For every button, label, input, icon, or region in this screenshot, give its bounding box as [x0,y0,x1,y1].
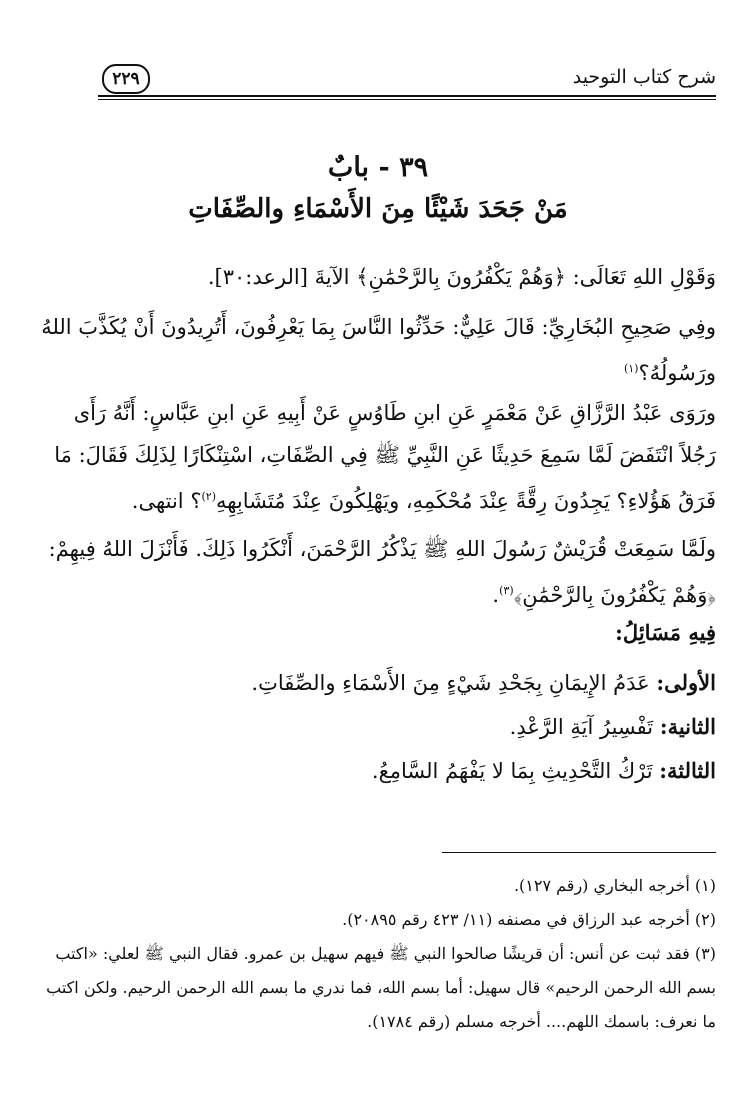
issue-item [40,714,716,739]
paragraph-bukhari [40,306,716,394]
header-rule [98,95,716,97]
paragraph-abdulrazzaq [40,392,716,522]
issue-text: عَدَمُ الإِيمَانِ بِجَحْدِ شَيْءٍ مِنَ الأَسْمَاءِ والصِّفَاتِ. [251,671,650,695]
issues-heading: فِيهِ مَسَائِلُ: [615,620,716,645]
footnote-ref-3: (٣) [499,584,514,597]
paragraph-quraysh-end: . [492,583,500,607]
paragraph-verse: وَقَوْلِ اللهِ تَعَالَى: ﴿وَهُمْ يَكْفُرُونَ بِالرَّحْمَٰنِ﴾ الآيةَ [الرعد:٣٠]. [207,265,716,289]
page-number: ٢٢٩ [102,64,150,94]
footnote-ref-2: (٢) [201,490,216,503]
chapter-number: ٣٩ - بابٌ [327,152,429,183]
issue-label: الأولى: [656,670,716,695]
paragraph-abdulrazzaq-end: ؟ انتهى. [131,489,202,513]
footnote-ref-1: (١) [623,362,639,375]
paragraph-quraysh [40,528,716,616]
issue-label: الثالثة: [659,758,716,783]
running-header-title: شرح كتاب التوحيد [572,66,716,88]
footnote-1: (١) أخرجه البخاري (رقم ١٢٧). [513,876,716,895]
header-rule-thin [98,99,716,100]
paragraph-quraysh-text: ولَمَّا سَمِعَتْ قُرَيْشٌ رَسُولَ اللهِ ﷺ يَذْكُرُ الرَّحْمَنَ، أَنْكَرُوا ذَلِكَ. فَأَنْزَلَ اللهُ فِيهِمْ: ﴿وَهُمْ يَكْفُرُونَ بِالرَّحْمَٰنِ﴾ [48,537,716,607]
issue-text: تَرْكُ التَّحْدِيثِ بِمَا لا يَفْهَمُ السَّامِعُ. [371,759,653,783]
footnote-2: (٢) أخرجه عبد الرزاق في مصنفه (١١/ ٤٢٣ رقم ٢٠٨٩٥). [342,910,716,929]
issue-item [40,670,716,695]
issue-text: تَفْسِيرُ آيَةِ الرَّعْدِ. [509,715,654,739]
footnote-separator [442,852,716,853]
paragraph-bukhari-text: وفِي صَحِيحِ البُخَارِيِّ: قَالَ عَلِيٌّ: حَدِّثُوا النَّاسَ بِمَا يَعْرِفُونَ، أَتُرِيدُونَ أَنْ يُكَذَّبَ اللهُ ورَسُولُهُ؟ [41,315,716,385]
issue-label: الثانية: [659,714,716,739]
issue-item [40,758,716,783]
paragraph-abdulrazzaq-text: ورَوَى عَبْدُ الرَّزَّاقِ عَنْ مَعْمَرٍ عَنِ ابنِ طَاوُسٍ عَنْ أَبِيهِ عَنِ ابنِ عَبَّاسٍ: أَنَّهُ رَأَى رَجُلاً انْتَفَضَ لَمَّا سَمِعَ حَدِيثًا عَنِ النَّبِيِّ ﷺ فِي الصِّفَاتِ، اسْتِنْكَارًا لِذَلِكَ فَقَالَ: مَا فَرَقُ هَؤُلاءِ؟ يَجِدُونَ رِقَّةً عِنْدَ مُحْكَمِهِ، ويَهْلِكُونَ عِنْدَ مُتَشَابِهِهِ [54,401,716,513]
chapter-title: مَنْ جَحَدَ شَيْئًا مِنَ الأَسْمَاءِ والصِّفَاتِ [188,194,568,224]
footnote-3: (٣) فقد ثبت عن أنس: أن قريشًا صالحوا النبي ﷺ فيهم سهيل بن عمرو. فقال النبي ﷺ لعلي: «اكتب بسم الله الرحمن الرحيم» قال سهيل: أما بسم الله، فما ندري ما بسم الله الرحمن الرحيم. ولكن اكتب ما نعرف: باسمك اللهم.... أخرجه مسلم (رقم ١٧٨٤). [46,944,716,1031]
